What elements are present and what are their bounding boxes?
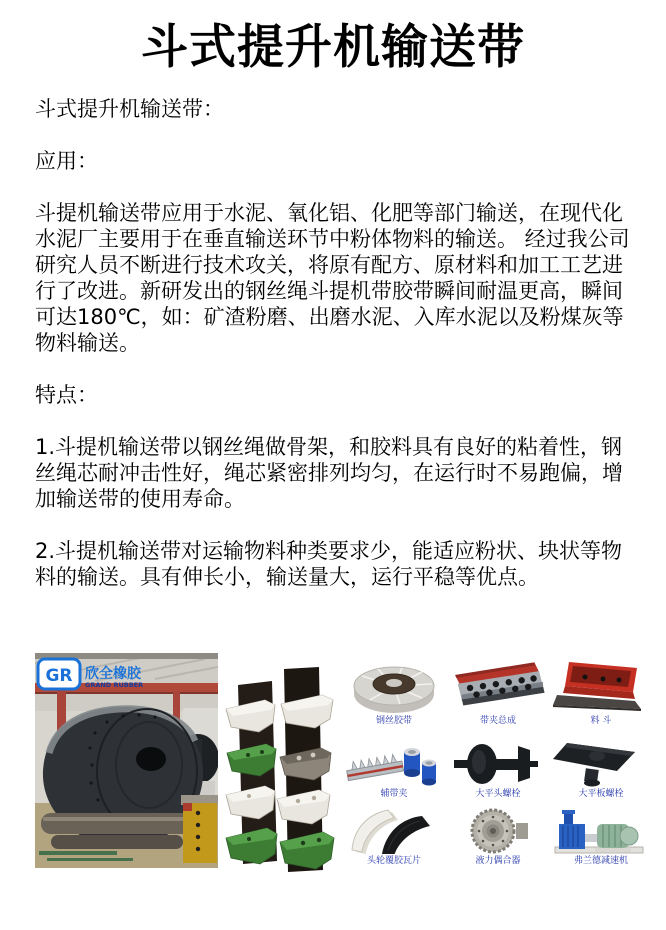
hopper-image (551, 660, 651, 714)
part-flat-head-bolt (445, 740, 551, 799)
features-label: 特点： (35, 383, 98, 408)
part-fluid-coupling (445, 808, 551, 866)
heading-line: 斗式提升机输送带： (35, 97, 224, 122)
logo-name-cn: 欣全橡胶 (85, 666, 141, 682)
part-belt-clamp-assembly (445, 660, 551, 726)
part-caption: 大平头螺栓 (475, 789, 521, 799)
flender-reducer-image (551, 808, 651, 854)
head-wheel-rubber-tile-image (344, 808, 444, 854)
part-steel-wire-belt (341, 660, 447, 726)
factory-photo (35, 653, 218, 868)
page-title: 斗式提升机输送带 (141, 20, 525, 75)
part-caption: 弗兰德减速机 (573, 856, 628, 866)
part-flender-reducer (548, 808, 654, 866)
part-caption: 大平板螺栓 (578, 789, 624, 799)
aux-belt-clamp-image (344, 740, 444, 787)
part-caption: 辅带夹 (380, 789, 408, 799)
logo-name-en: GRAND RUBBER (85, 681, 144, 689)
part-caption: 液力偶合器 (475, 856, 521, 866)
product-description (0, 96, 666, 590)
bucket-panel-photo (224, 655, 336, 873)
part-caption: 头轮覆胶瓦片 (366, 856, 421, 866)
part-caption: 带夹总成 (479, 716, 516, 726)
part-flat-plate-bolt (548, 740, 654, 799)
part-hopper (548, 660, 654, 726)
logo-monogram: GR (45, 666, 73, 686)
flat-plate-bolt-image (551, 740, 651, 787)
feature-paragraph-2: 2.斗提机输送带对运输物料种类要求少，能适应粉状、块状等物料的输送。具有伸长小，输送量大，运行平稳等优点。 (35, 539, 623, 590)
flat-head-bolt-image (448, 740, 548, 787)
application-paragraph: 斗提机输送带应用于水泥、氧化铝、化肥等部门输送，在现代化水泥厂主要用于在垂直输送环节中粉体物料的输送。 经过我公司研究人员不断进行技术攻关，将原有配方、原材料和加工工艺进行了改进。新研发出的钢丝绳斗提机带胶带瞬间耐温更高，瞬间可达180℃，如：矿渣粉磨、出磨水泥、入库水泥以及粉煤灰等物料输送。 (35, 201, 630, 356)
fluid-coupling-image (448, 808, 548, 854)
feature-paragraph-1: 1.斗提机输送带以钢丝绳做骨架，和胶料具有良好的粘着性，钢丝绳芯耐冲击性好，绳芯紧密排列均匀，在运行时不易跑偏，增加输送带的使用寿命。 (35, 435, 623, 512)
steel-wire-belt-image (344, 660, 444, 714)
part-head-wheel-rubber-tile (341, 808, 447, 866)
part-caption: 钢丝胶带 (375, 716, 412, 726)
application-label: 应用： (35, 149, 98, 174)
product-gallery (0, 650, 666, 880)
part-caption: 料 斗 (590, 716, 612, 726)
part-aux-belt-clamp (341, 740, 447, 799)
belt-clamp-assembly-image (448, 660, 548, 714)
